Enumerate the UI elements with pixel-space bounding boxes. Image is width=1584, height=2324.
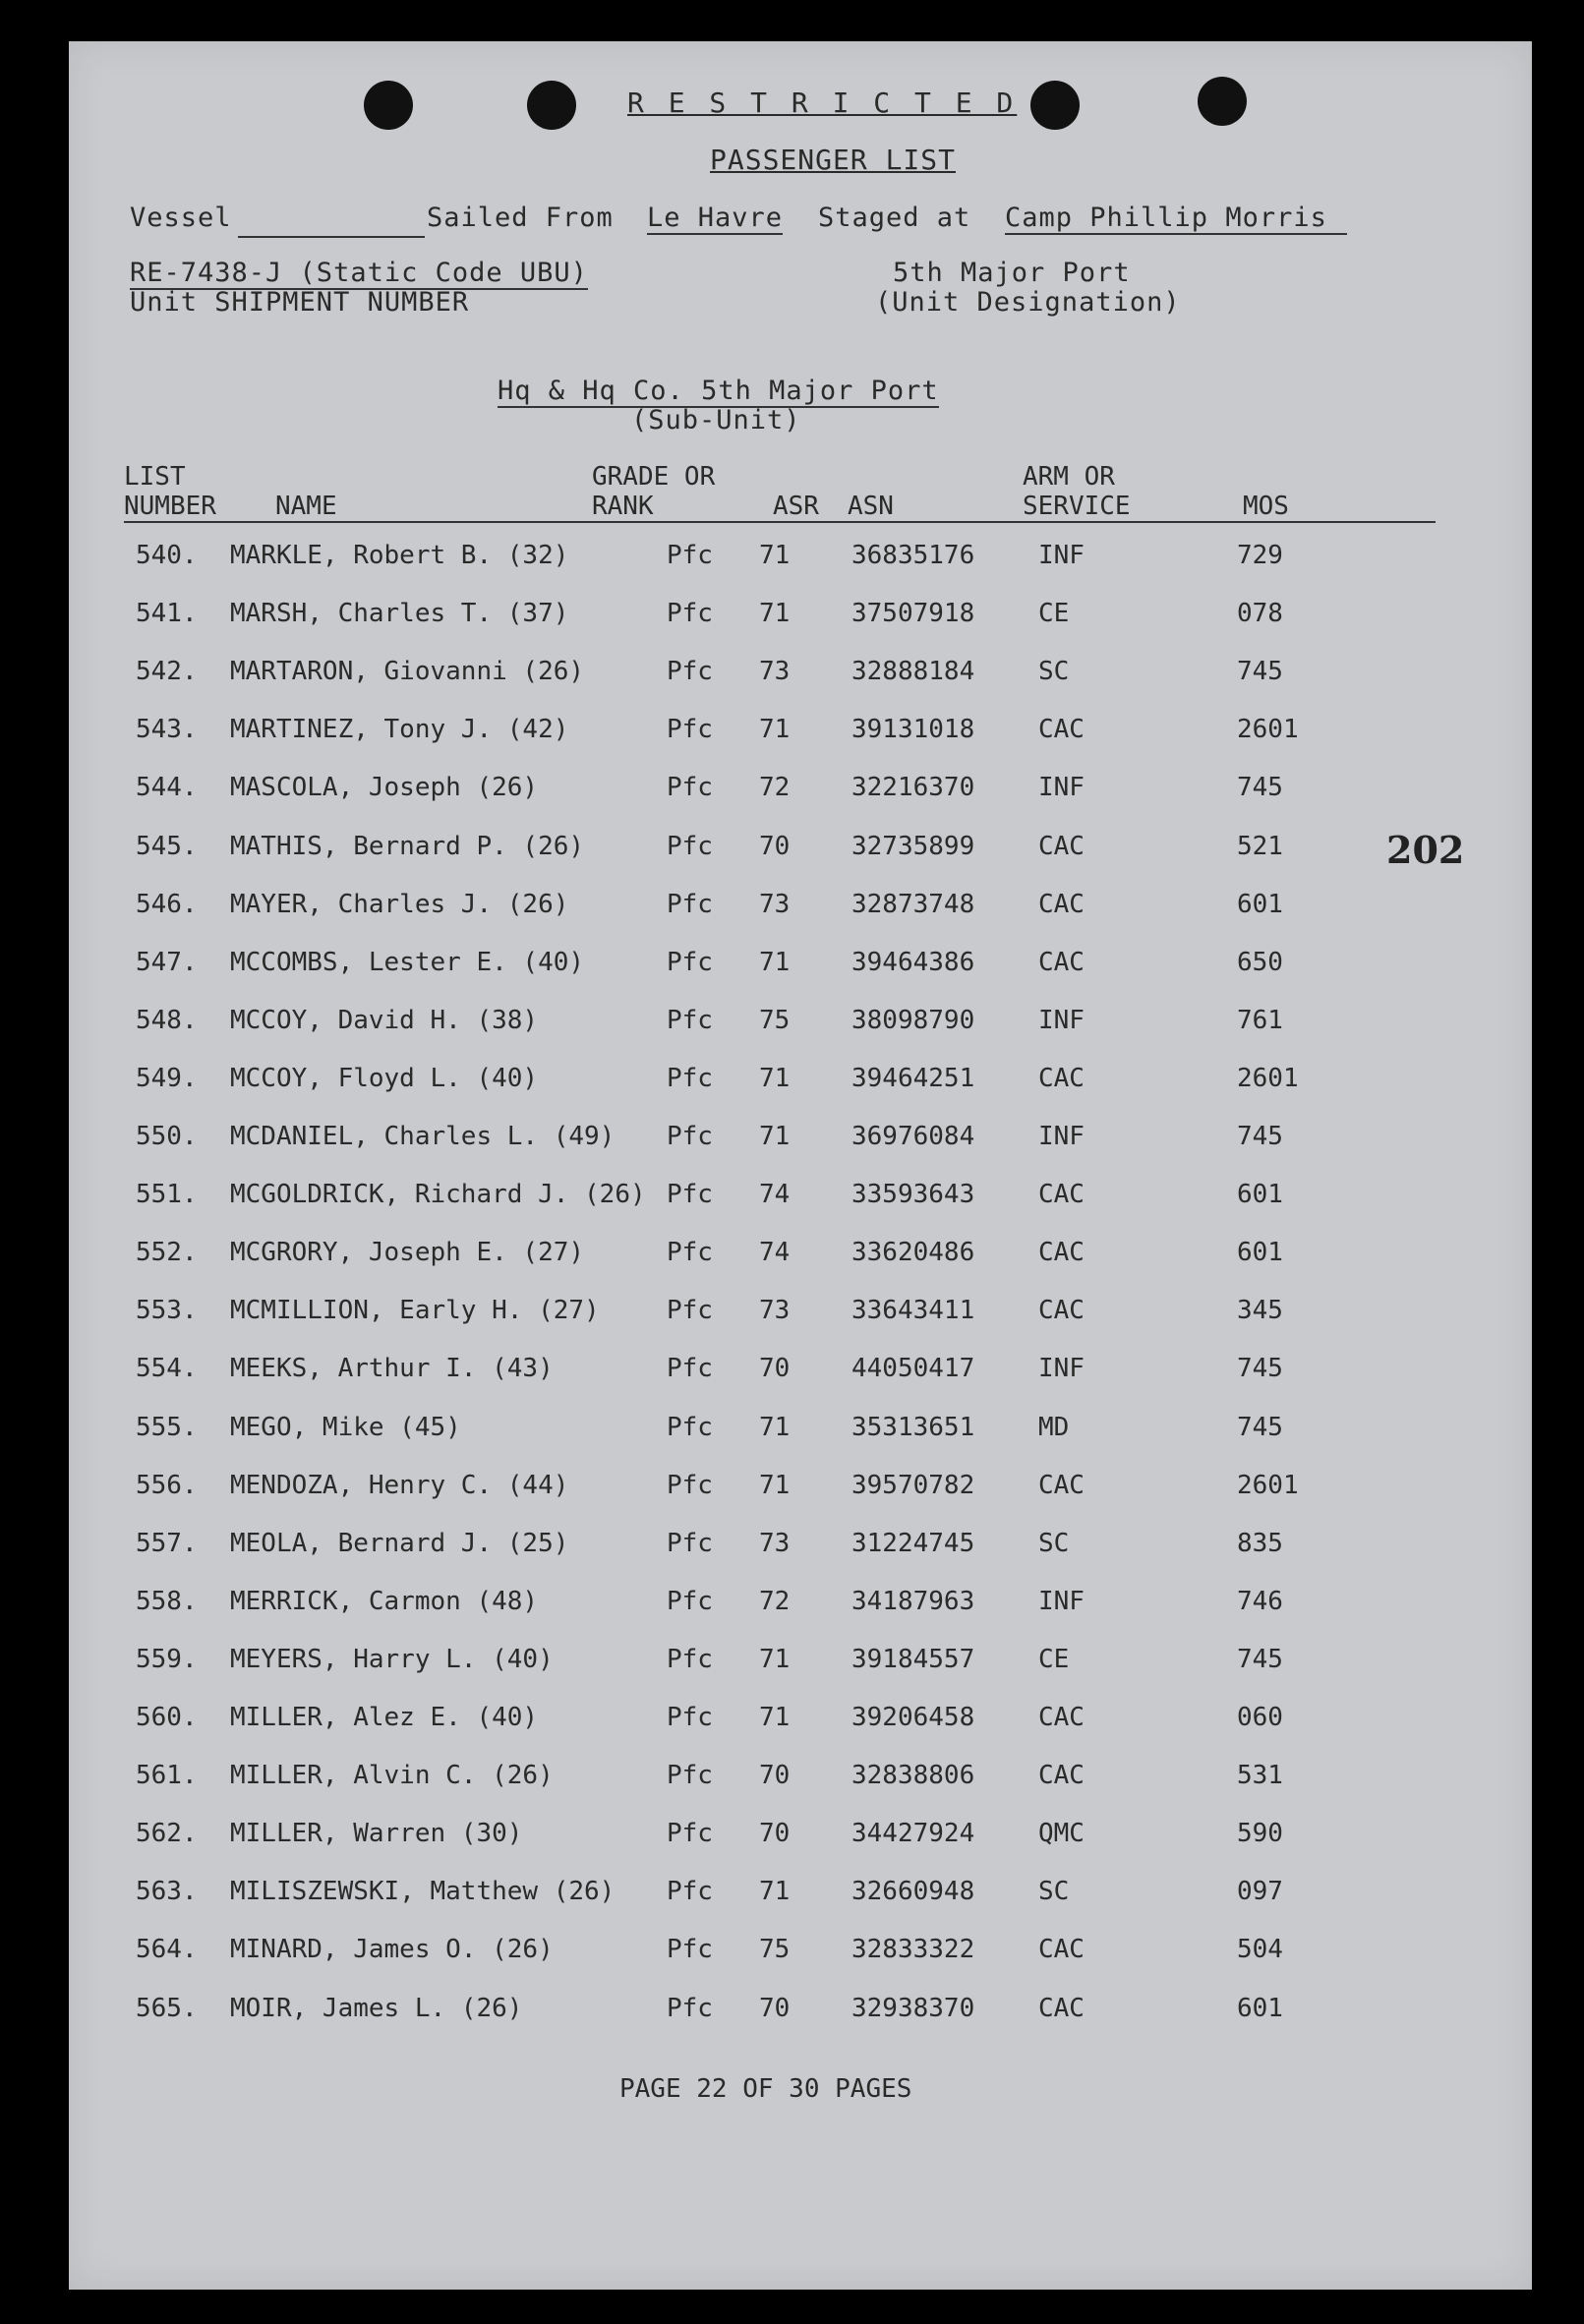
table-row	[69, 541, 1532, 580]
cell-asr: 71	[759, 715, 791, 745]
cell-num: 557.	[136, 1528, 198, 1558]
cell-asn: 32888184	[851, 657, 975, 687]
table-row	[69, 1296, 1532, 1335]
cell-rank: Pfc	[667, 715, 713, 745]
cell-arm: MD	[1038, 1412, 1070, 1442]
cell-num: 545.	[136, 831, 198, 861]
cell-rank: Pfc	[667, 1528, 713, 1558]
cell-asr: 71	[759, 1122, 791, 1151]
cell-arm: CAC	[1038, 831, 1085, 861]
cell-arm: CAC	[1038, 1935, 1085, 1965]
cell-arm: CAC	[1038, 1470, 1085, 1500]
cell-asr: 71	[759, 1412, 791, 1442]
cell-num: 540.	[136, 541, 198, 570]
cell-num: 556.	[136, 1470, 198, 1500]
cell-name: MEEKS, Arthur I. (43)	[230, 1354, 554, 1384]
cell-num: 559.	[136, 1644, 198, 1674]
document-title: PASSENGER LIST	[710, 144, 957, 176]
cell-rank: Pfc	[667, 1354, 713, 1384]
cell-mos: 761	[1237, 1005, 1283, 1035]
cell-mos: 745	[1237, 1412, 1283, 1442]
cell-asn: 34187963	[851, 1586, 975, 1616]
cell-rank: Pfc	[667, 947, 713, 977]
cell-name: MARTINEZ, Tony J. (42)	[230, 715, 569, 745]
document-page	[69, 41, 1532, 2290]
cell-name: MCCOY, David H. (38)	[230, 1005, 539, 1035]
table-row	[69, 1122, 1532, 1161]
cell-arm: CAC	[1038, 1703, 1085, 1732]
staged-label: Staged at	[818, 203, 971, 233]
cell-rank: Pfc	[667, 831, 713, 861]
cell-rank: Pfc	[667, 1703, 713, 1732]
cell-arm: CAC	[1038, 1063, 1085, 1093]
table-row	[69, 1819, 1532, 1858]
cell-asr: 70	[759, 1819, 791, 1849]
cell-asn: 39184557	[851, 1644, 975, 1674]
table-row	[69, 657, 1532, 696]
cell-mos: 835	[1237, 1528, 1283, 1558]
cell-asr: 70	[759, 1761, 791, 1791]
cell-rank: Pfc	[667, 1238, 713, 1268]
cell-num: 563.	[136, 1877, 198, 1907]
restricted-heading: R E S T R I C T E D	[627, 87, 1018, 119]
cell-rank: Pfc	[667, 1180, 713, 1210]
cell-asn: 39206458	[851, 1703, 975, 1732]
cell-num: 547.	[136, 947, 198, 977]
cell-rank: Pfc	[667, 773, 713, 803]
cell-name: MILLER, Alvin C. (26)	[230, 1761, 554, 1791]
cell-arm: CAC	[1038, 1296, 1085, 1326]
cell-rank: Pfc	[667, 1819, 713, 1849]
cell-rank: Pfc	[667, 1296, 713, 1326]
cell-mos: 745	[1237, 1354, 1283, 1384]
unit-caption: (Unit Designation)	[875, 287, 1181, 318]
cell-arm: SC	[1038, 657, 1070, 687]
col-arm-line2: SERVICE	[1023, 492, 1131, 521]
cell-asn: 32873748	[851, 889, 975, 919]
cell-asr: 71	[759, 599, 791, 629]
cell-name: MENDOZA, Henry C. (44)	[230, 1470, 569, 1500]
cell-asr: 73	[759, 1296, 791, 1326]
cell-name: MCMILLION, Early H. (27)	[230, 1296, 600, 1326]
cell-rank: Pfc	[667, 1586, 713, 1616]
cell-num: 555.	[136, 1412, 198, 1442]
col-grade-line1: GRADE OR	[592, 462, 716, 492]
cell-asn: 32838806	[851, 1761, 975, 1791]
cell-num: 551.	[136, 1180, 198, 1210]
cell-rank: Pfc	[667, 1122, 713, 1151]
table-row	[69, 1703, 1532, 1742]
cell-num: 544.	[136, 773, 198, 803]
table-row	[69, 1413, 1532, 1452]
table-row	[69, 1761, 1532, 1800]
cell-num: 552.	[136, 1238, 198, 1268]
sailed-value: Le Havre	[647, 203, 784, 233]
cell-mos: 745	[1237, 657, 1283, 687]
cell-mos: 2601	[1237, 1063, 1299, 1093]
table-row	[69, 948, 1532, 987]
col-list-line2: NUMBER	[124, 492, 216, 521]
sailed-label: Sailed From	[427, 203, 614, 233]
cell-asn: 36835176	[851, 541, 975, 570]
subunit: Hq & Hq Co. 5th Major Port	[498, 376, 939, 406]
cell-asn: 32660948	[851, 1877, 975, 1907]
cell-name: MCGRORY, Joseph E. (27)	[230, 1238, 585, 1268]
col-asr: ASR	[773, 492, 819, 521]
cell-name: MINARD, James O. (26)	[230, 1935, 554, 1965]
table-row	[69, 1587, 1532, 1626]
cell-num: 542.	[136, 657, 198, 687]
cell-mos: 601	[1237, 1238, 1283, 1268]
table-row	[69, 1064, 1532, 1103]
cell-arm: CE	[1038, 1644, 1070, 1674]
cell-mos: 531	[1237, 1761, 1283, 1791]
cell-asn: 32216370	[851, 773, 975, 803]
cell-name: MATHIS, Bernard P. (26)	[230, 831, 585, 861]
cell-asr: 73	[759, 889, 791, 919]
cell-num: 554.	[136, 1354, 198, 1384]
cell-rank: Pfc	[667, 1470, 713, 1500]
col-asn: ASN	[848, 492, 894, 521]
col-list-line1: LIST	[124, 462, 186, 492]
cell-arm: INF	[1038, 541, 1085, 570]
cell-mos: 745	[1237, 773, 1283, 803]
cell-rank: Pfc	[667, 1935, 713, 1965]
cell-name: MILLER, Warren (30)	[230, 1819, 523, 1849]
cell-asr: 71	[759, 947, 791, 977]
cell-rank: Pfc	[667, 1063, 713, 1093]
punch-hole	[1030, 81, 1080, 130]
table-row	[69, 1354, 1532, 1393]
cell-asn: 39464386	[851, 947, 975, 977]
table-row	[69, 1877, 1532, 1916]
cell-asn: 31224745	[851, 1528, 975, 1558]
cell-asr: 75	[759, 1935, 791, 1965]
cell-asn: 33620486	[851, 1238, 975, 1268]
cell-rank: Pfc	[667, 1993, 713, 2023]
cell-name: MOIR, James L. (26)	[230, 1993, 523, 2023]
col-mos: MOS	[1243, 492, 1289, 521]
cell-asn: 38098790	[851, 1005, 975, 1035]
cell-asn: 32735899	[851, 831, 975, 861]
cell-num: 561.	[136, 1761, 198, 1791]
cell-asr: 71	[759, 1644, 791, 1674]
table-row	[69, 1994, 1532, 2033]
cell-mos: 601	[1237, 1993, 1283, 2023]
cell-asn: 32938370	[851, 1993, 975, 2023]
cell-arm: INF	[1038, 773, 1085, 803]
cell-num: 560.	[136, 1703, 198, 1732]
cell-num: 546.	[136, 889, 198, 919]
cell-asr: 74	[759, 1180, 791, 1210]
cell-mos: 097	[1237, 1877, 1283, 1907]
cell-rank: Pfc	[667, 599, 713, 629]
cell-asn: 32833322	[851, 1935, 975, 1965]
table-row	[69, 832, 1532, 871]
vessel-label: Vessel	[130, 203, 232, 233]
cell-mos: 345	[1237, 1296, 1283, 1326]
cell-arm: CAC	[1038, 947, 1085, 977]
cell-arm: INF	[1038, 1122, 1085, 1151]
cell-rank: Pfc	[667, 1412, 713, 1442]
cell-asr: 70	[759, 1354, 791, 1384]
cell-num: 550.	[136, 1122, 198, 1151]
cell-mos: 601	[1237, 889, 1283, 919]
punch-hole	[1198, 77, 1247, 126]
subunit-caption: (Sub-Unit)	[631, 405, 801, 436]
cell-arm: INF	[1038, 1354, 1085, 1384]
cell-rank: Pfc	[667, 1005, 713, 1035]
cell-mos: 078	[1237, 599, 1283, 629]
cell-name: MCCOMBS, Lester E. (40)	[230, 947, 585, 977]
table-row	[69, 599, 1532, 638]
cell-mos: 650	[1237, 947, 1283, 977]
cell-name: MEYERS, Harry L. (40)	[230, 1644, 554, 1674]
cell-name: MCDANIEL, Charles L. (49)	[230, 1122, 616, 1151]
cell-asr: 71	[759, 1877, 791, 1907]
cell-asn: 34427924	[851, 1819, 975, 1849]
cell-rank: Pfc	[667, 1761, 713, 1791]
punch-hole	[527, 81, 576, 130]
cell-asn: 39570782	[851, 1470, 975, 1500]
cell-num: 564.	[136, 1935, 198, 1965]
cell-arm: CAC	[1038, 1238, 1085, 1268]
cell-asr: 70	[759, 1993, 791, 2023]
col-grade	[592, 462, 715, 521]
cell-rank: Pfc	[667, 541, 713, 570]
cell-rank: Pfc	[667, 657, 713, 687]
cell-asr: 74	[759, 1238, 791, 1268]
cell-mos: 601	[1237, 1180, 1283, 1210]
cell-asr: 73	[759, 657, 791, 687]
cell-asn: 44050417	[851, 1354, 975, 1384]
cell-asr: 73	[759, 1528, 791, 1558]
table-row	[69, 1529, 1532, 1568]
cell-asr: 72	[759, 773, 791, 803]
cell-name: MEOLA, Bernard J. (25)	[230, 1528, 569, 1558]
cell-arm: CAC	[1038, 1761, 1085, 1791]
table-row	[69, 1238, 1532, 1277]
table-row	[69, 715, 1532, 754]
table-row	[69, 1180, 1532, 1219]
table-row	[69, 1645, 1532, 1684]
cell-name: MCCOY, Floyd L. (40)	[230, 1063, 539, 1093]
cell-mos: 504	[1237, 1935, 1283, 1965]
cell-mos: 746	[1237, 1586, 1283, 1616]
cell-num: 548.	[136, 1005, 198, 1035]
col-grade-line2: RANK	[592, 492, 654, 521]
cell-num: 558.	[136, 1586, 198, 1616]
col-name: NAME	[275, 492, 337, 521]
cell-asn: 36976084	[851, 1122, 975, 1151]
punch-hole	[364, 81, 413, 130]
cell-num: 553.	[136, 1296, 198, 1326]
cell-name: MERRICK, Carmon (48)	[230, 1586, 539, 1616]
cell-arm: CE	[1038, 599, 1070, 629]
cell-mos: 521	[1237, 831, 1283, 861]
cell-name: MILLER, Alez E. (40)	[230, 1703, 539, 1732]
table-row	[69, 1006, 1532, 1045]
col-list-number	[124, 462, 216, 521]
col-arm	[1023, 462, 1131, 521]
cell-rank: Pfc	[667, 1644, 713, 1674]
cell-num: 565.	[136, 1993, 198, 2023]
cell-mos: 2601	[1237, 1470, 1299, 1500]
table-row	[69, 890, 1532, 929]
cell-name: MARKLE, Robert B. (32)	[230, 541, 569, 570]
cell-name: MARSH, Charles T. (37)	[230, 599, 569, 629]
cell-arm: INF	[1038, 1586, 1085, 1616]
cell-mos: 729	[1237, 541, 1283, 570]
stamp-number: 202	[1386, 828, 1465, 872]
cell-num: 562.	[136, 1819, 198, 1849]
cell-asn: 33643411	[851, 1296, 975, 1326]
cell-name: MAYER, Charles J. (26)	[230, 889, 569, 919]
cell-asn: 39131018	[851, 715, 975, 745]
cell-arm: SC	[1038, 1877, 1070, 1907]
cell-asr: 70	[759, 831, 791, 861]
cell-name: MEGO, Mike (45)	[230, 1412, 461, 1442]
cell-rank: Pfc	[667, 889, 713, 919]
table-row	[69, 1935, 1532, 1974]
cell-num: 541.	[136, 599, 198, 629]
cell-mos: 745	[1237, 1644, 1283, 1674]
cell-arm: CAC	[1038, 1180, 1085, 1210]
table-row	[69, 1471, 1532, 1510]
cell-asr: 75	[759, 1005, 791, 1035]
cell-asr: 71	[759, 1703, 791, 1732]
cell-num: 543.	[136, 715, 198, 745]
cell-mos: 745	[1237, 1122, 1283, 1151]
cell-mos: 590	[1237, 1819, 1283, 1849]
cell-asn: 33593643	[851, 1180, 975, 1210]
cell-name: MILISZEWSKI, Matthew (26)	[230, 1877, 616, 1907]
staged-value: Camp Phillip Morris	[1005, 203, 1347, 235]
header-rule	[124, 521, 1436, 523]
shipment-caption: Unit SHIPMENT NUMBER	[130, 287, 470, 318]
cell-asr: 72	[759, 1586, 791, 1616]
cell-asr: 71	[759, 541, 791, 570]
cell-name: MASCOLA, Joseph (26)	[230, 773, 539, 803]
cell-arm: SC	[1038, 1528, 1070, 1558]
page-footer: PAGE 22 OF 30 PAGES	[619, 2074, 912, 2104]
cell-asn: 37507918	[851, 599, 975, 629]
cell-asn: 39464251	[851, 1063, 975, 1093]
cell-arm: CAC	[1038, 889, 1085, 919]
cell-asr: 71	[759, 1470, 791, 1500]
cell-mos: 2601	[1237, 715, 1299, 745]
cell-name: MARTARON, Giovanni (26)	[230, 657, 585, 687]
cell-name: MCGOLDRICK, Richard J. (26)	[230, 1180, 646, 1210]
shipment-code: RE-7438-J (Static Code UBU)	[130, 258, 588, 288]
cell-asn: 35313651	[851, 1412, 975, 1442]
cell-mos: 060	[1237, 1703, 1283, 1732]
cell-arm: QMC	[1038, 1819, 1085, 1849]
cell-arm: INF	[1038, 1005, 1085, 1035]
cell-arm: CAC	[1038, 1993, 1085, 2023]
cell-arm: CAC	[1038, 715, 1085, 745]
cell-rank: Pfc	[667, 1877, 713, 1907]
cell-num: 549.	[136, 1063, 198, 1093]
vessel-value	[238, 203, 425, 238]
col-arm-line1: ARM OR	[1023, 462, 1115, 492]
unit-designation: 5th Major Port	[893, 258, 1131, 288]
cell-asr: 71	[759, 1063, 791, 1093]
table-row	[69, 773, 1532, 812]
